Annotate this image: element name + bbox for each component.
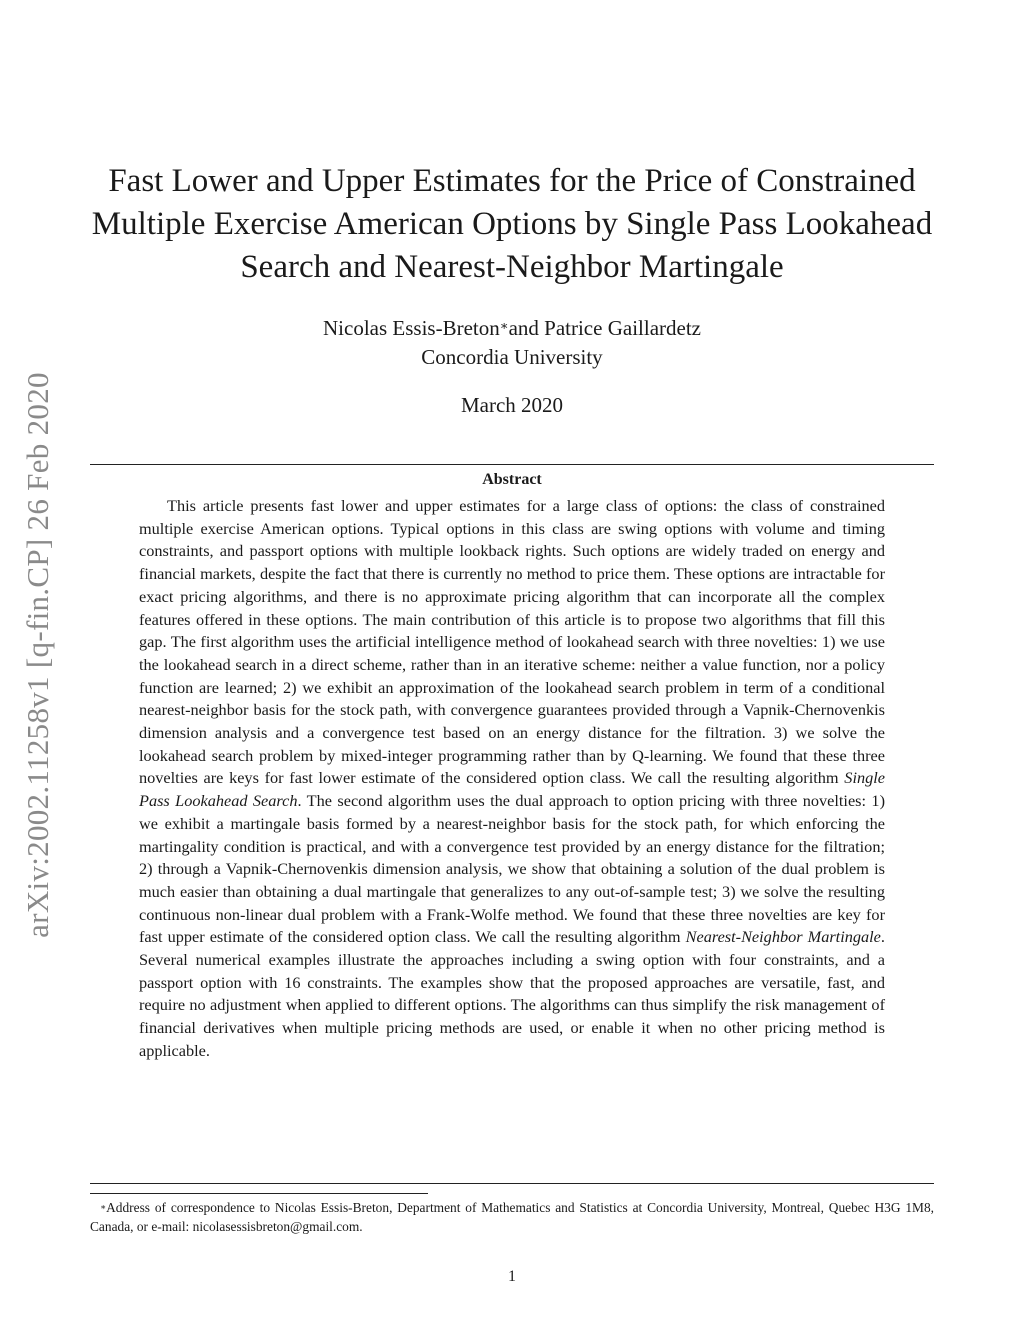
author-line xyxy=(90,313,934,343)
footnote xyxy=(90,1198,934,1236)
affiliation: Concordia University xyxy=(421,345,603,369)
abstract-top-rule xyxy=(90,464,934,465)
footnote-text: Address of correspondence to Nicolas Essis-Breton, Department of Mathematics and Statistics at Concordia University, Montreal, Quebec H3G 1M8, Canada, or e-mail: nicolasessisbreton@gmail.com. xyxy=(90,1200,934,1234)
footnote-mark: ∗ xyxy=(100,1202,107,1212)
abstract-bottom-rule xyxy=(90,1183,934,1184)
page-number: 1 xyxy=(508,1268,516,1285)
paper-title: Fast Lower and Upper Estimates for the Price of Constrained Multiple Exercise American Options by Single Pass Lookahead Search and Nearest-Neighbor Martingale xyxy=(91,163,933,285)
arxiv-identifier-stamp xyxy=(8,345,68,965)
algorithm-name-single-pass: Single Pass Lookahead Search xyxy=(139,768,885,811)
abstract-text-part3: . Several numerical examples illustrate the approaches including a swing option with four constraints, and a passport option with 16 constraints. The examples show that the proposed approaches are versatile, fast, and require no adjustment when applied to different options. The algorithms can thus simplify the risk management of financial derivatives when multiple pricing methods are used, or enable it when no other pricing method is applicable. xyxy=(139,927,885,1060)
abstract-body xyxy=(139,495,885,1063)
author-first: Nicolas Essis-Breton xyxy=(323,316,500,340)
footnote-rule xyxy=(90,1193,428,1194)
abstract-heading: Abstract xyxy=(482,471,542,488)
arxiv-identifier-text: arXiv:2002.11258v1 [q-fin.CP] 26 Feb 2020 xyxy=(20,372,55,938)
algorithm-name-nearest-neighbor: Nearest-Neighbor Martingale xyxy=(685,927,881,947)
author-footnote-mark[interactable]: ∗ xyxy=(499,318,509,333)
author-rest: and Patrice Gaillardetz xyxy=(508,316,701,340)
abstract-text-part1: This article presents fast lower and upper estimates for a large class of options: the class of constrained multiple exercise American options. Typical options in this class are swing options with volume and timing constraints, and passport options with multiple lookback rights. Such options are widely traded on energy and financial markets, despite the fact that there is currently no method to price them. These options are intractable for exact pricing algorithms, and there is no approximate pricing algorithm that can incorporate all the complex features offered in these options. The main contribution of this article is to propose two algorithms that fill this gap. The first algorithm uses the artificial intelligence method of lookahead search with three novelties: 1) we use the lookahead search in a direct scheme, rather than in an iterative scheme: neither a value function, nor a policy function are learned; 2) we exhibit an approximation of the lookahead search problem in term of a conditional nearest-neighbor basis for the stock path, with convergence guarantees provided through a Vapnik-Chernovenkis dimension analysis and a convergence test based on an energy distance for the filtration. 3) we solve the lookahead search problem by mixed-integer programming rather than by Q-learning. We found that these three novelties are keys for fast lower estimate of the considered option class. We call the resulting algorithm xyxy=(139,496,885,788)
abstract-text-part2: . The second algorithm uses the dual approach to option pricing with three novelties: 1) we exhibit a martingale basis formed by a nearest-neighbor basis for the stock path, for which enforcing the martingality condition is practical, and with a convergence test provided by an energy distance for the filtration; 2) through a Vapnik-Chernovenkis dimension analysis, we show that obtaining a solution of the dual problem is much easier than obtaining a dual martingale that generalizes to any out-of-sample test; 3) we solve the resulting continuous non-linear dual problem with a Frank-Wolfe method. We found that these three novelties are key for fast upper estimate of the considered option class. We call the resulting algorithm xyxy=(139,791,885,947)
publication-date: March 2020 xyxy=(460,393,564,417)
